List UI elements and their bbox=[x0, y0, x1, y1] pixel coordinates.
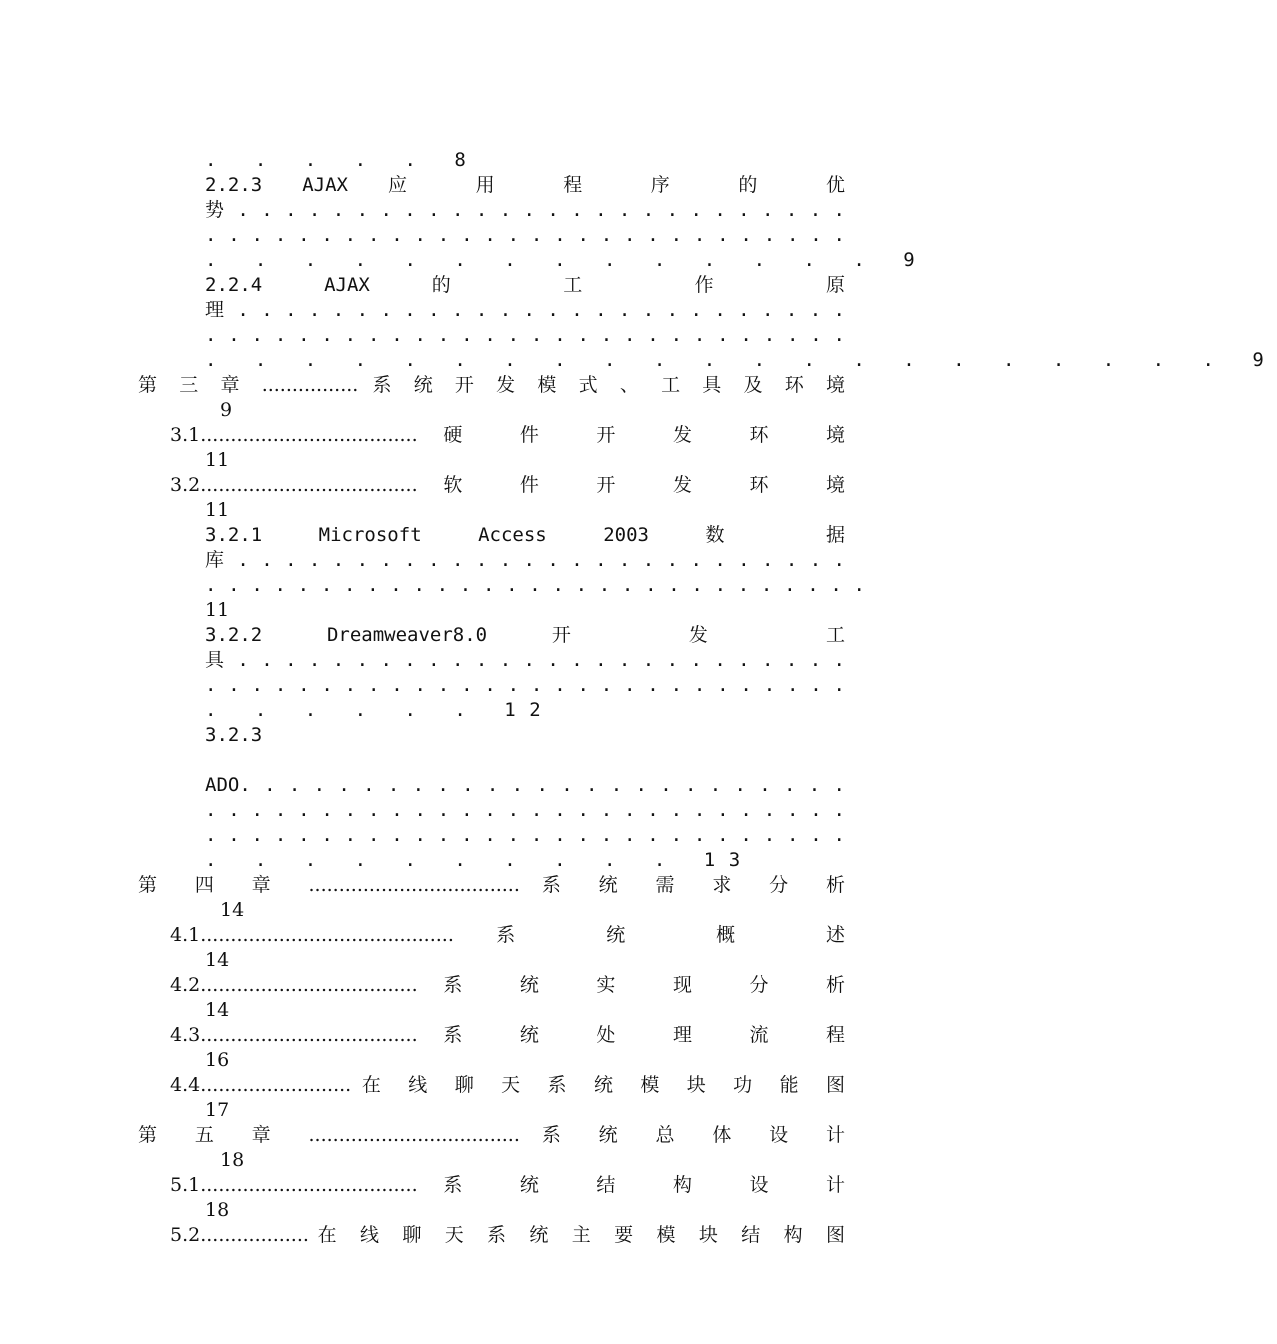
toc-entry-4-2: 4.2....................................系 统 实 现 分 析 bbox=[170, 974, 845, 996]
toc-page-number: 11 bbox=[205, 499, 230, 521]
toc-line: 势 . . . . . . . . . . . . . . . . . . . . . . . . . . bbox=[205, 199, 845, 221]
toc-line: . . . . . . . . . . . . . . . . . . . . . . . . . . . . bbox=[205, 674, 845, 696]
toc-entry-3-1: 3.1....................................硬 件 开 发 环 境 bbox=[170, 424, 845, 446]
toc-page-number: 17 bbox=[205, 1099, 230, 1121]
toc-line: . . . . . . . . . . . . . . . . . . . . . . . . . . . . bbox=[205, 799, 845, 821]
toc-line: . . . . . . . . . . . . . . . . . . . . . . . . . . . . bbox=[205, 224, 845, 246]
toc-page-number: 18 bbox=[220, 1149, 245, 1171]
toc-entry-4-1: 4.1..........................................系 统 概 述 bbox=[170, 924, 845, 946]
toc-entry-2-2-4: 2.2.4 AJAX 的 工 作 原 bbox=[205, 274, 845, 296]
toc-line: . . . . . 8 bbox=[205, 149, 480, 171]
toc-line: 理 . . . . . . . . . . . . . . . . . . . . . . . . . . bbox=[205, 299, 845, 321]
toc-entry-3-2-3: 3.2.3 bbox=[205, 724, 263, 746]
toc-entry-5-1: 5.1....................................系 统 结 构 设 计 bbox=[170, 1174, 845, 1196]
toc-line: . . . . . . . . . . . . . . . . . . . . . . . . . . . . bbox=[205, 324, 845, 346]
toc-line: 库 . . . . . . . . . . . . . . . . . . . . . . . . . . bbox=[205, 549, 845, 571]
toc-entry-4-4: 4.4.........................在 线 聊 天 系 统 模 块 功 能 图 bbox=[170, 1074, 845, 1096]
toc-page-number: 9 bbox=[220, 399, 233, 421]
toc-line: . . . . . . . . . . . . . . . . . . . . . 9 bbox=[205, 349, 1277, 371]
toc-chapter-3: 第 三 章 ................ 系 统 开 发 模 式 、 工 具 及 环 境 bbox=[138, 374, 845, 396]
toc-entry-5-2: 5.2..................在 线 聊 天 系 统 主 要 模 块 结 构 图 bbox=[170, 1224, 845, 1246]
toc-page-number: 11 bbox=[205, 599, 230, 621]
toc-entry-3-2: 3.2....................................软 件 开 发 环 境 bbox=[170, 474, 845, 496]
toc-line: . . . . . . 12 bbox=[205, 699, 555, 721]
toc-page-number: 14 bbox=[220, 899, 245, 921]
toc-entry-3-2-1: 3.2.1 Microsoft Access 2003 数 据 bbox=[205, 524, 845, 546]
toc-page-number: 16 bbox=[205, 1049, 230, 1071]
toc-line: . . . . . . . . . . 13 bbox=[205, 849, 754, 871]
toc-entry-2-2-3: 2.2.3 AJAX 应 用 程 序 的 优 bbox=[205, 174, 845, 196]
toc-line: 具 . . . . . . . . . . . . . . . . . . . . . . . . . . bbox=[205, 649, 845, 671]
toc-chapter-5: 第 五 章 ................................... 系 统 总 体 设 计 bbox=[138, 1124, 845, 1146]
toc-page-number: 14 bbox=[205, 999, 230, 1021]
toc-page-number: 18 bbox=[205, 1199, 230, 1221]
toc-line: . . . . . . . . . . . . . . . . . . . . . . . . . . . . bbox=[205, 824, 845, 846]
toc-entry-4-3: 4.3....................................系 统 处 理 流 程 bbox=[170, 1024, 845, 1046]
toc-line: . . . . . . . . . . . . . . . . . . . . . . . . . . . . . bbox=[205, 574, 865, 596]
toc-line: ADO. . . . . . . . . . . . . . . . . . . . . . . . . bbox=[205, 774, 845, 796]
toc-page-number: 14 bbox=[205, 949, 230, 971]
toc-entry-3-2-2: 3.2.2 Dreamweaver8.0 开 发 工 bbox=[205, 624, 845, 646]
toc-line: . . . . . . . . . . . . . . 9 bbox=[205, 249, 929, 271]
toc-chapter-4: 第 四 章 ................................... 系 统 需 求 分 析 bbox=[138, 874, 845, 896]
toc-page-number: 11 bbox=[205, 449, 230, 471]
